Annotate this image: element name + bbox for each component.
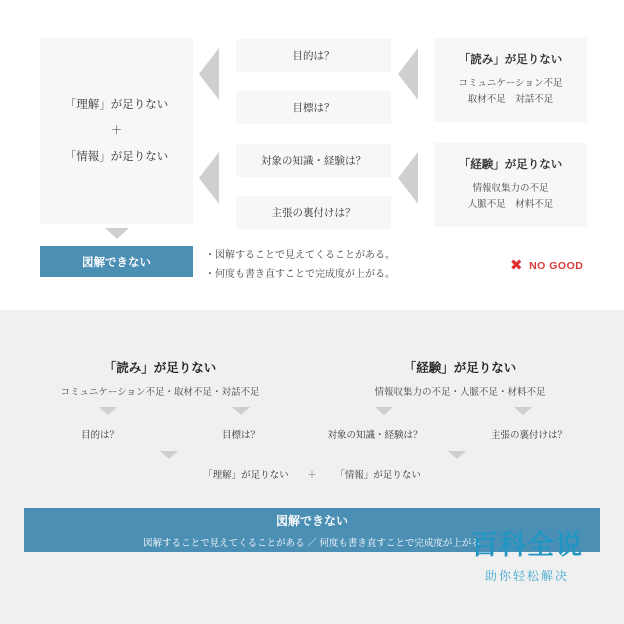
root-cause-sub-1: 情報収集力の不足 (472, 182, 549, 194)
root-cause-title: 「読み」が足りない (458, 53, 563, 66)
root-cause-sub-1: コミュニケーション不足 (458, 77, 563, 89)
arrow-left-icon (199, 48, 219, 100)
root-cause-box-reading (434, 38, 587, 122)
bottom-middle-right: 「情報」が足りない (335, 470, 421, 481)
bottom-head-experience (320, 358, 600, 398)
bottom-question-purpose: 目的は？ (80, 430, 119, 441)
arrow-down-icon (160, 451, 178, 459)
top-notes (205, 246, 505, 284)
question-box-purpose: 目的は？ (236, 39, 391, 72)
root-cause-sub-2: 取材不足 対話不足 (467, 93, 554, 105)
cause-summary-plus: ＋ (110, 125, 123, 137)
bottom-question-evidence: 主張の裏付けは？ (490, 430, 567, 441)
bottom-middle-left: 「理解」が足りない (203, 470, 289, 481)
top-result-banner: 図解できない (40, 246, 193, 277)
bottom-head-sub: コミュニケーション不足・取材不足・対話不足 (60, 387, 260, 398)
arrow-down-icon (105, 228, 129, 239)
bottom-middle-summary (0, 467, 624, 481)
root-cause-box-experience (434, 143, 587, 227)
cross-icon: ✖ (510, 257, 524, 274)
bottom-head-title: 「経験」が足りない (403, 361, 517, 375)
bottom-head-reading (30, 358, 290, 398)
cause-summary-line-1: 「理解」が足りない (64, 99, 169, 111)
top-diagram-section (0, 0, 624, 310)
bottom-question-knowledge: 対象の知識・経験は？ (327, 430, 423, 441)
arrow-down-icon (99, 407, 117, 415)
cause-summary-box (40, 38, 193, 224)
no-good-label: NO GOOD (529, 259, 584, 272)
top-note-2: ・何度も書き直すことで完成度が上がる。 (205, 269, 395, 280)
bottom-banner-subtitle: 図解することで見えてくることがある ／ 何度も書き直すことで完成度が上がる (143, 537, 481, 549)
arrow-down-icon (448, 451, 466, 459)
bottom-middle-plus: ＋ (307, 470, 317, 481)
top-note-1: ・図解することで見えてくることがある。 (205, 250, 395, 261)
root-cause-sub-2: 人脈不足 材料不足 (467, 198, 554, 210)
watermark-main: 百科全说 (471, 530, 583, 560)
no-good-badge (510, 258, 583, 273)
arrow-down-icon (375, 407, 393, 415)
watermark-sub: 助你轻松解决 (484, 569, 569, 583)
bottom-head-title: 「読み」が足りない (103, 361, 217, 375)
arrow-down-icon (232, 407, 250, 415)
question-box-knowledge: 対象の知識・経験は？ (236, 144, 391, 177)
arrow-down-icon (514, 407, 532, 415)
root-cause-title: 「経験」が足りない (458, 158, 563, 171)
arrow-left-icon (398, 48, 418, 100)
bottom-banner-title: 図解できない (275, 513, 348, 528)
question-box-evidence: 主張の裏付けは？ (236, 196, 391, 229)
watermark (452, 532, 602, 584)
cause-summary-line-2: 「情報」が足りない (64, 151, 169, 163)
bottom-question-goal: 目標は？ (221, 430, 260, 441)
arrow-left-icon (199, 152, 219, 204)
arrow-left-icon (398, 152, 418, 204)
bottom-head-sub: 情報収集力の不足・人脈不足・材料不足 (374, 387, 546, 398)
question-box-goal: 目標は？ (236, 91, 391, 124)
